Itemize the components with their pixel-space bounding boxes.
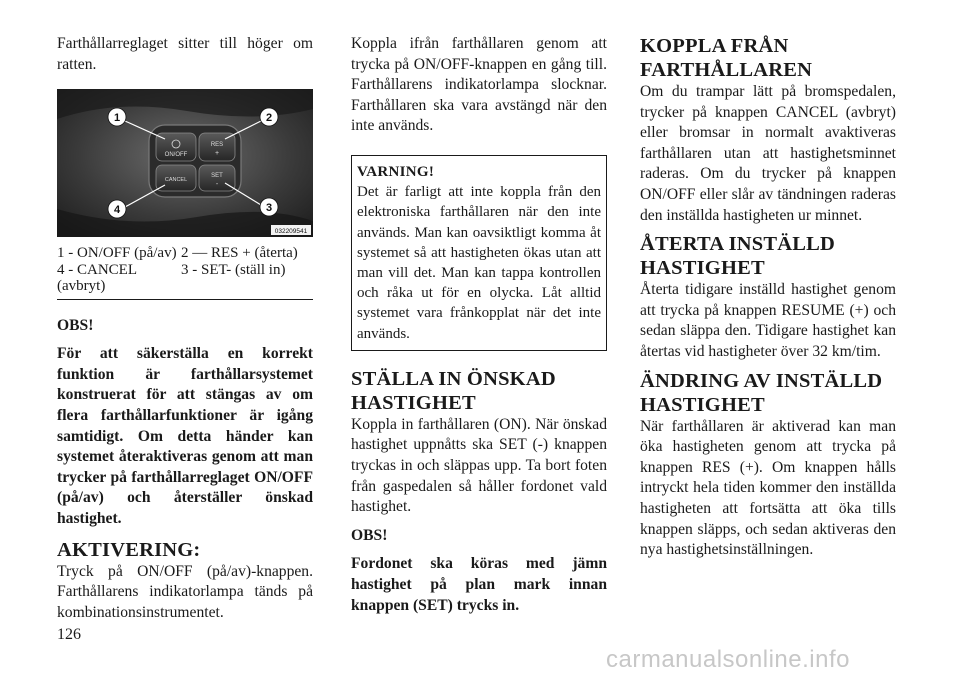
svg-text:2: 2: [265, 112, 273, 125]
warning-text: Det är farligt att inte koppla från den elektroniska farthållaren när den inte används. Man kan oavsiktligt komma åt systemet så att hastigheten ökas utan att man vill det. Man kan tappa kontrollen och råka ut för en olycka. Låt alltid systemet vara frånkopplat när det inte används.: [357, 184, 601, 342]
note-text: För att säkerställa en korrekt funktion är farthållarsystemet konstruerat för att stängas av om flera farthållarfunktioner är igång samtidigt. Om detta händer kan systemet återaktiveras genom att man trycker på farthållarreglaget ON/OFF (på/av) och återställer önskad hastighet.: [57, 345, 313, 528]
legend-row: 4 - CANCEL (avbryt) 3 - SET- (ställ in): [57, 261, 286, 295]
svg-text:4: 4: [113, 204, 121, 217]
disengage-text: Om du trampar lätt på bromspedalen, trycker på knappen CANCEL (avbryt) eller bromsar in normalt avaktiveras farthållaren utan att hastighetsminnet raderas. Om du trycker på knappen ON/OFF eller slår av tändningen raderas den inställda hastigheten ur minnet.: [640, 83, 896, 224]
warning-title: VARNING!: [357, 163, 435, 180]
intro-text: Farthållarreglaget sitter till höger om ratten.: [57, 35, 313, 73]
watermark: carmanualsonline.info: [606, 646, 850, 673]
section-heading-set-speed: STÄLLA IN ÖNSKAD HASTIGHET: [351, 367, 556, 414]
resume-text: Återta tidigare inställd hastighet genom att trycka på knappen RESUME (+) och sedan släppa den. Tidigare hastighet kan återtas vid hastigheter över 32 km/tim.: [640, 281, 896, 360]
warning-box: [351, 155, 607, 351]
label-minus: -: [215, 181, 219, 189]
note-label: OBS!: [57, 316, 94, 334]
disconnect-text: Koppla ifrån farthållaren genom att trycka på ON/OFF-knappen en gång till. Farthållarens indikatorlampa slocknar. Farthållaren ska vara avstängd när den inte används.: [351, 35, 607, 135]
change-speed-text: När farthållaren är aktiverad kan man öka hastigheten genom att trycka på knappen RES (+). Om knappen hålls intryckt hela tiden kommer den inställda hastigheten att fortsätta att öka tills knappen släpps, och sedan aktiveras den nya hastighetsinställningen.: [640, 417, 896, 559]
figure-code: 032209541: [274, 228, 308, 236]
cruise-control-photo: [57, 89, 313, 237]
label-res: RES: [210, 142, 224, 149]
label-set: SET: [211, 173, 223, 180]
steering-wheel-cruise-control-figure: [57, 89, 313, 237]
label-plus: +: [214, 150, 220, 158]
column-left: [57, 34, 313, 623]
column-middle: [351, 34, 607, 616]
aktivering-text: Tryck på ON/OFF (på/av)-knappen. Farthållarens indikatorlampa tänds på kombinationsinstrumentet.: [57, 562, 313, 621]
svg-text:3: 3: [265, 202, 273, 215]
page-number: 126: [57, 626, 81, 643]
section-heading-change-speed: ÄNDRING AV INSTÄLLD HASTIGHET: [640, 369, 883, 416]
section-heading-aktivering: AKTIVERING:: [57, 538, 201, 561]
column-right: [640, 34, 896, 561]
set-speed-text: Koppla in farthållaren (ON). När önskad hastighet uppnåtts ska SET (-) knappen tryckas in och släppas upp. Ta bort foten från gaspedalen så håller fordonet vald hastighet.: [351, 415, 607, 516]
label-onoff: ON/OFF: [164, 152, 188, 159]
figure-legend: [57, 245, 313, 300]
section-heading-disengage: KOPPLA FRÅN FARTHÅLLAREN: [640, 35, 813, 81]
note-text: Fordonet ska köras med jämn hastighet på plan mark innan knappen (SET) trycks in.: [351, 555, 607, 614]
legend-row: 1 - ON/OFF (på/av) 2 — RES + (återta): [57, 245, 298, 262]
note-label: OBS!: [351, 526, 388, 544]
label-cancel: CANCEL: [164, 177, 188, 184]
section-heading-resume: ÅTERTA INSTÄLLD HASTIGHET: [640, 233, 835, 280]
svg-text:1: 1: [113, 112, 121, 125]
